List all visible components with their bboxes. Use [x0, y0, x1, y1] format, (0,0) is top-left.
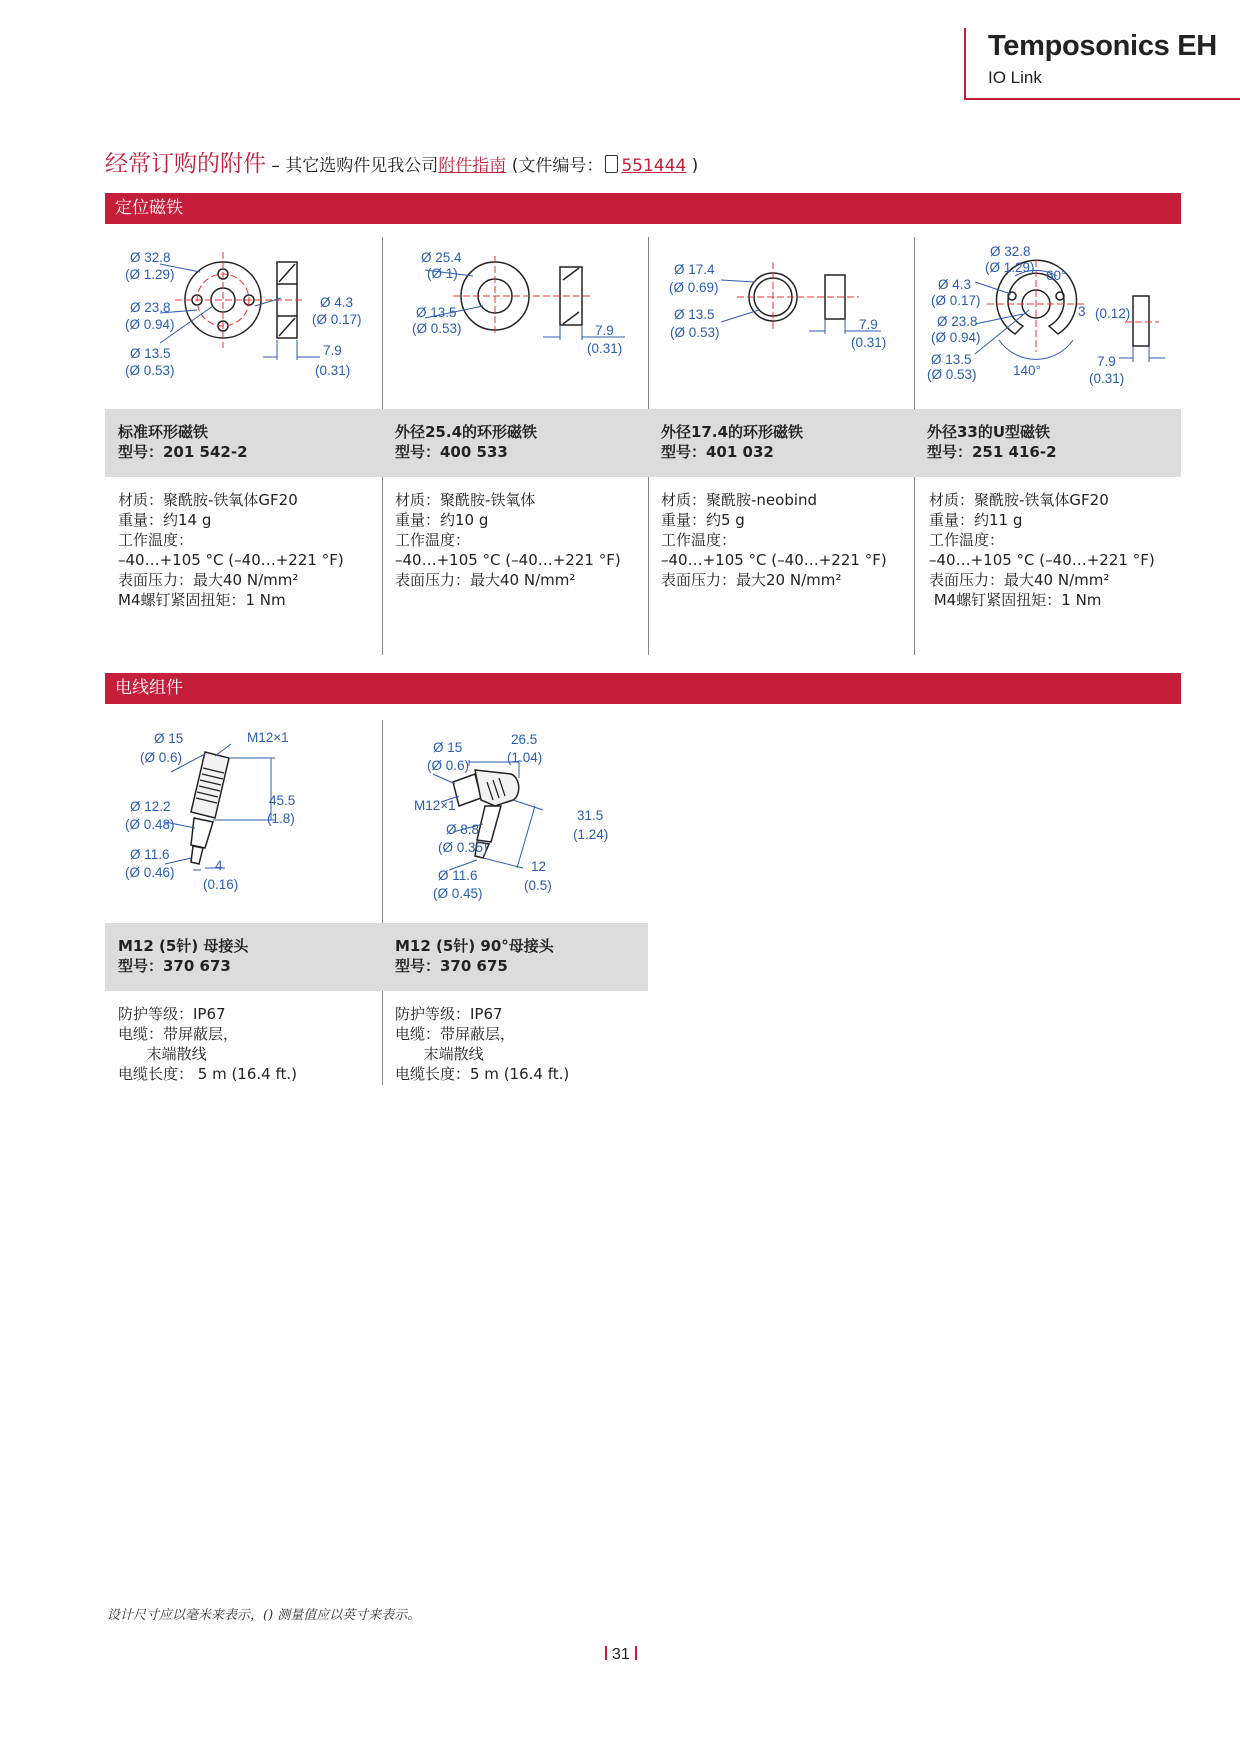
cable-name: M12 (5针) 母接头	[118, 937, 249, 955]
cable-name: M12 (5针) 90°母接头	[395, 937, 554, 955]
dim-label: Ø 12.2	[130, 799, 171, 814]
page-number-value: 31	[612, 1646, 630, 1663]
dim-label: (Ø 0.53)	[670, 325, 720, 340]
dim-label: (Ø 0.53)	[412, 321, 462, 336]
heading-doc-suffix: )	[686, 156, 699, 176]
dim-label: Ø 8.8	[446, 822, 480, 837]
dim-label: (Ø 0.53)	[927, 367, 977, 382]
doc-number-link[interactable]: 551444	[621, 156, 687, 176]
dim-label: (Ø 0.48)	[125, 817, 175, 832]
cable-part-number: 型号：370 673	[118, 957, 231, 975]
page-heading	[105, 145, 698, 178]
magnet-name: 外径25.4的环形磁铁	[395, 423, 538, 441]
brand-title: Temposonics EH	[988, 30, 1217, 62]
dim-label: Ø 4.3	[320, 295, 354, 310]
dim-label: 31.5	[577, 808, 604, 823]
dim-label: (1.8)	[267, 811, 295, 826]
dim-label: 26.5	[511, 732, 538, 747]
cable-specs: 防护等级：IP67 电缆：带屏蔽层， 末端散线 电缆长度：5 m (16.4 ft.)	[395, 1005, 570, 1083]
magnet-name: 外径33的U型磁铁	[927, 423, 1051, 441]
brand-subtitle: IO Link	[988, 68, 1042, 87]
straight-connector-drawing	[105, 720, 382, 900]
magnet-specs: 材质：聚酰胺-铁氧体GF20 重量：约14 g 工作温度： –40…+105 °C (–40…+221 °F) 表面压力：最大40 N/mm² M4螺钉紧固扭矩：1 Nm	[118, 491, 344, 609]
dim-label: 7.9	[1097, 354, 1116, 369]
magnet-title	[661, 422, 803, 462]
dim-label: (Ø 0.94)	[125, 317, 175, 332]
magnet-name: 外径17.4的环形磁铁	[661, 423, 804, 441]
dim-label: Ø 23.8	[130, 300, 171, 315]
u-magnet-drawing	[915, 240, 1181, 390]
angled-connector-drawing	[383, 720, 648, 900]
heading-doc-prefix: (文件编号：	[506, 156, 604, 176]
magnet-part-number: 型号：201 542-2	[118, 443, 248, 461]
ring-magnet-25-drawing	[383, 240, 648, 382]
dim-label: Ø 13.5	[674, 307, 715, 322]
magnet-specs: 材质：聚酰胺-铁氧体 重量：约10 g 工作温度： –40…+105 °C (–40…+221 °F) 表面压力：最大40 N/mm²	[395, 491, 621, 589]
dim-label: Ø 15	[154, 731, 184, 746]
dim-label: (0.31)	[587, 341, 623, 356]
footnote: 设计尺寸应以毫米来表示，() 测量值应以英寸来表示。	[107, 1608, 421, 1623]
dim-label: (Ø 0.17)	[931, 293, 981, 308]
dim-label: Ø 13.5	[416, 305, 457, 320]
dim-label: (1.04)	[507, 750, 543, 765]
dim-label: M12×1	[247, 730, 289, 745]
dim-label: 4	[215, 858, 223, 873]
cable-part-number: 型号：370 675	[395, 957, 508, 975]
dim-label: (0.5)	[524, 878, 552, 893]
dim-label: Ø 25.4	[421, 250, 462, 265]
magnet-name: 标准环形磁铁	[118, 423, 209, 441]
dim-label: Ø 11.6	[130, 847, 170, 862]
dim-label: (Ø 0.94)	[931, 330, 981, 345]
dim-label: (Ø 0.46)	[125, 865, 175, 880]
dim-label: 7.9	[323, 343, 342, 358]
dim-label: Ø 13.5	[130, 346, 171, 361]
dim-label: (Ø 1)	[427, 266, 458, 281]
dim-label: (0.31)	[851, 335, 887, 350]
magnet-part-number: 型号：251 416-2	[927, 443, 1057, 461]
section-bar-cables: 电线组件	[105, 673, 1181, 704]
dim-label: (0.16)	[203, 877, 239, 892]
dim-label: Ø 4.3	[938, 277, 972, 292]
magnet-title	[118, 422, 248, 462]
magnet-specs: 材质：聚酰胺-neobind 重量：约5 g 工作温度： –40…+105 °C (–40…+221 °F) 表面压力：最大20 N/mm²	[661, 491, 887, 589]
dim-label: (Ø 0.45)	[433, 886, 483, 901]
magnet-title	[927, 422, 1057, 462]
dim-label: (0.31)	[315, 363, 351, 378]
magnet-title	[395, 422, 537, 462]
dim-label: Ø 11.6	[438, 868, 478, 883]
dim-label: 45.5	[269, 793, 296, 808]
dim-label: M12×1	[414, 798, 456, 813]
dim-label: (0.31)	[1089, 371, 1125, 386]
dim-label: 140°	[1013, 363, 1041, 378]
dim-label: (Ø 0.17)	[312, 312, 362, 327]
dim-label: 12	[531, 859, 547, 874]
dim-label: Ø 13.5	[931, 352, 972, 367]
dim-label: (0.12)	[1095, 306, 1131, 321]
dim-label: (1.24)	[573, 827, 609, 842]
page-number-bar	[605, 1646, 607, 1660]
dim-label: 7.9	[595, 323, 614, 338]
dim-label: Ø 32.8	[990, 244, 1031, 259]
dim-label: (Ø 1.29)	[985, 260, 1035, 275]
dim-label: (Ø 0.6)	[140, 750, 183, 765]
magnet-part-number: 型号：400 533	[395, 443, 508, 461]
heading-rest: – 其它选购件见我公司	[266, 156, 439, 176]
document-icon	[605, 155, 618, 173]
dim-label: Ø 23.8	[937, 314, 978, 329]
ring-magnet-drawing	[105, 240, 382, 382]
accessory-guide-link[interactable]: 附件指南	[438, 156, 507, 176]
dim-label: (Ø 1.29)	[125, 267, 175, 282]
ring-magnet-17-drawing	[649, 240, 914, 382]
dim-label: (Ø 0.6)	[427, 758, 470, 773]
heading-main: 经常订购的附件	[105, 151, 266, 177]
dim-label: (Ø 0.35)	[438, 840, 488, 855]
magnet-part-number: 型号：401 032	[661, 443, 774, 461]
page-number-bar	[635, 1646, 637, 1660]
magnet-specs: 材质：聚酰胺-铁氧体GF20 重量：约11 g 工作温度： –40…+105 °C (–40…+221 °F) 表面压力：最大40 N/mm² M4螺钉紧固扭矩：1 Nm	[929, 491, 1155, 609]
dim-label: 60°	[1046, 268, 1067, 283]
dim-label: (Ø 0.69)	[669, 280, 719, 295]
dim-label: Ø 15	[433, 740, 463, 755]
cable-specs: 防护等级：IP67 电缆：带屏蔽层， 末端散线 电缆长度： 5 m (16.4 ft.)	[118, 1005, 297, 1083]
dim-label: 7.9	[859, 317, 878, 332]
cable-title	[118, 936, 248, 976]
dim-label: 3	[1078, 304, 1086, 319]
dim-label: Ø 17.4	[674, 262, 715, 277]
cable-title	[395, 936, 554, 976]
section-bar-magnets: 定位磁铁	[105, 193, 1181, 224]
page-number	[600, 1646, 642, 1664]
dim-label: (Ø 0.53)	[125, 363, 175, 378]
dim-label: Ø 32.8	[130, 250, 171, 265]
